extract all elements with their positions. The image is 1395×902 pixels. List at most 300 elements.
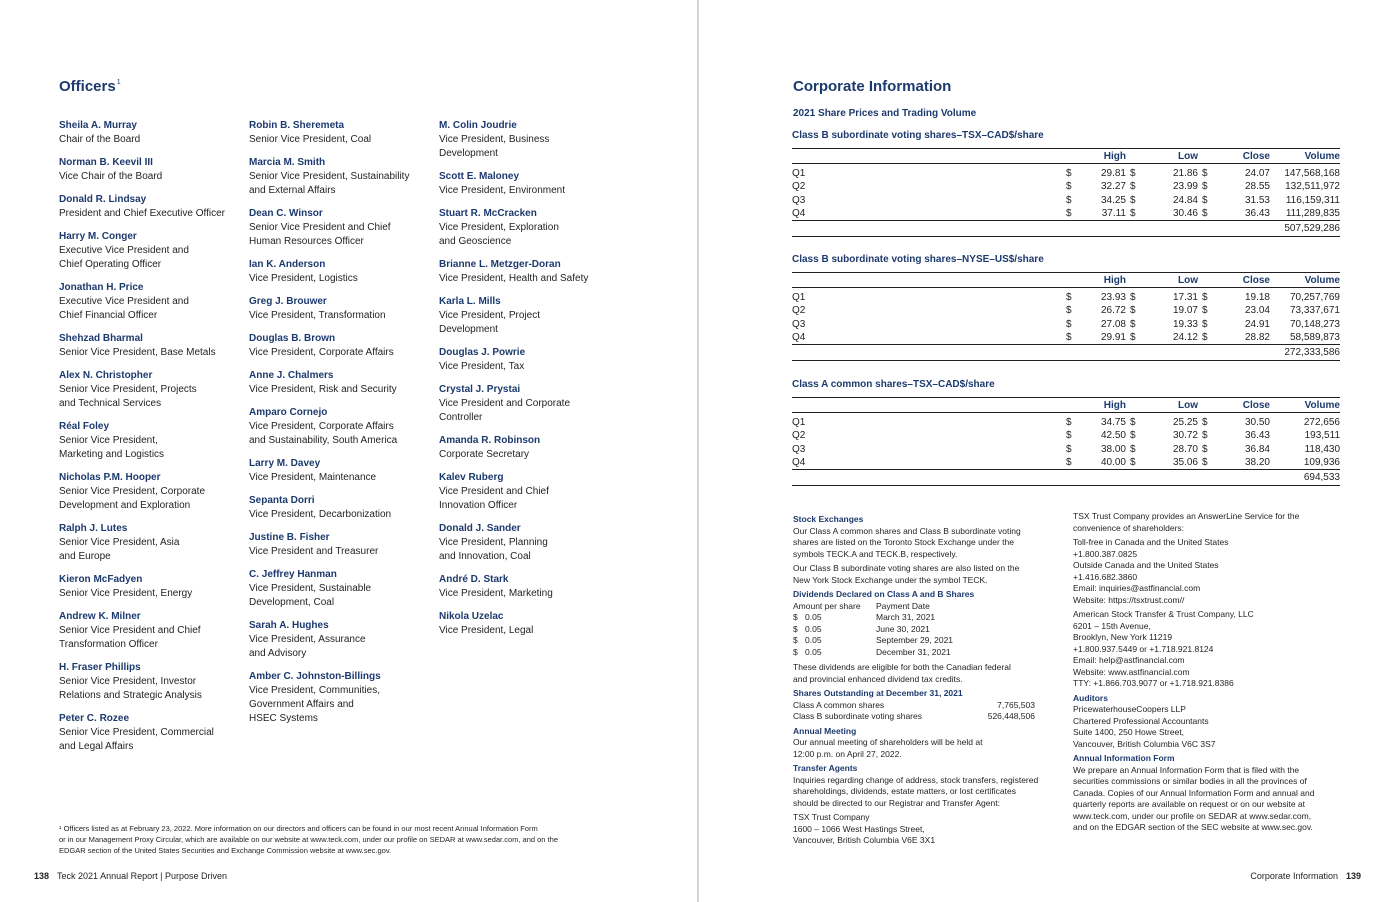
high-cell: 38.00 (1100, 443, 1126, 455)
currency-cell: $ (1066, 194, 1072, 206)
officer-entry (439, 434, 619, 462)
close-cell: 36.84 (1244, 443, 1270, 455)
officer-name: Greg J. Brouwer (249, 296, 327, 307)
officer-entry (249, 406, 429, 448)
officer-entry (439, 207, 619, 249)
total-volume-cell: 272,333,586 (1270, 345, 1340, 361)
officer-entry (249, 369, 429, 397)
officer-name: Sheila A. Murray (59, 120, 137, 131)
officer-title: Vice President, Maintenance (249, 472, 377, 483)
low-cell: 30.46 (1146, 207, 1198, 221)
dividend-amount: 0.05 (805, 612, 822, 622)
currency-cell: $ (1130, 430, 1136, 442)
currency-cell: $ (1202, 194, 1208, 206)
currency-cell: $ (1202, 430, 1208, 442)
officer-name: Jonathan H. Price (59, 282, 144, 293)
currency-cell: $ (1062, 456, 1074, 470)
volume-cell: 109,936 (1270, 456, 1340, 470)
dividend-currency: $ (793, 646, 798, 657)
table-row (792, 304, 1340, 318)
close-cell: 28.82 (1218, 331, 1270, 345)
officers-footnote: ¹ Officers listed as at February 23, 2022. More information on our directors and officers can be found in our most recent Annual Information Form or in our Management Proxy Circular, which are available on our website at www.teck.com, under our profile on SEDAR at www.sedar.com, and on the EDGAR section of the United States Securities and Exchange Commission website at www.sec.gov. (59, 824, 558, 855)
currency-cell: $ (1198, 207, 1218, 221)
currency-cell: $ (1066, 292, 1072, 303)
officer-name: Douglas B. Brown (249, 333, 336, 344)
table-heading: Class A common shares–TSX–CAD$/share (792, 379, 995, 390)
quarter-cell: Q2 (792, 305, 806, 317)
total-blank (792, 221, 1270, 237)
officer-name: Sepanta Dorri (249, 495, 315, 506)
currency-cell: $ (1130, 417, 1136, 428)
officer-title: Senior Vice President, Coal (249, 134, 372, 145)
header-high: High (1074, 149, 1126, 164)
table-row (792, 443, 1340, 457)
header-close: Close (1198, 149, 1270, 164)
header-blank (792, 149, 1062, 164)
officer-entry (249, 119, 429, 147)
dividend-currency: $ (793, 635, 798, 645)
dividends-rows (793, 612, 1053, 658)
answerline-p2: Toll-free in Canada and the United States +1.800.387.0825 Outside Canada and the United States +1.416.682.3860 Email: inquiries@astfinancial.com Website: https://tsxtrust.com// (1073, 537, 1229, 605)
transfer-agents-heading: Transfer Agents (793, 763, 858, 773)
officer-name: Ralph J. Lutes (59, 523, 128, 534)
officer-name: Justine B. Fisher (249, 532, 330, 543)
dividend-date: March 31, 2021 (876, 612, 936, 622)
close-cell: 38.20 (1218, 456, 1270, 470)
aif-text: We prepare an Annual Information Form that is filed with the securities commissions or similar bodies in all the provinces of Canada. Copies of our Annual Information Form and annual and quarterly reports are available on request or on our website at www.teck.com, under our profile on SEDAR at www.sedar.com, and on the EDGAR section of the SEC website at www.sec.gov. (1073, 764, 1315, 832)
officer-entry (59, 573, 239, 601)
currency-cell: $ (1202, 443, 1208, 455)
officer-title: Vice President, Planning and Innovation, Coal (439, 537, 548, 562)
officer-title: Vice President, Assurance and Advisory (249, 634, 366, 659)
table-header-row (792, 273, 1340, 288)
corporate-information-title: Corporate Information (793, 78, 952, 95)
officers-column-2 (249, 119, 429, 735)
annual-meeting-text: Our annual meeting of shareholders will be held at 12:00 p.m. on April 27, 2022. (793, 737, 983, 759)
volume-cell: 116,159,311 (1285, 194, 1340, 206)
currency-cell: $ (1066, 181, 1072, 193)
officer-entry (249, 332, 429, 360)
volume-cell: 272,656 (1303, 417, 1340, 428)
officer-title: Vice President, Communities, Government Affairs and HSEC Systems (249, 685, 380, 724)
aif-heading: Annual Information Form (1073, 753, 1175, 763)
officer-name: Crystal J. Prystai (439, 384, 521, 395)
officer-title: Senior Vice President, Base Metals (59, 347, 216, 358)
total-volume-cell: 694,533 (1270, 470, 1340, 486)
quarter-cell: Q3 (792, 318, 806, 330)
currency-cell: $ (1066, 430, 1072, 442)
share-table-1 (792, 130, 1340, 237)
right-footer (1250, 871, 1361, 881)
close-cell: 36.43 (1218, 207, 1270, 221)
high-cell: 34.25 (1100, 194, 1126, 206)
left-page-number: 138 (34, 871, 50, 881)
officer-title: Vice President and Corporate Controller (439, 398, 571, 423)
currency-cell: $ (1066, 318, 1072, 330)
officer-title: Senior Vice President and Chief Human Resources Officer (249, 222, 391, 247)
officer-name: Stuart R. McCracken (439, 208, 537, 219)
table-row (792, 194, 1340, 208)
header-blank (1062, 273, 1074, 288)
total-blank (792, 470, 1270, 486)
transfer-agents-p2: TSX Trust Company 1600 – 1066 West Hastings Street, Vancouver, British Columbia V6E 3X1 (793, 812, 936, 845)
answerline-p3: American Stock Transfer & Trust Company, LLC 6201 – 15th Avenue, Brooklyn, New York 11219 +1.800.937.5449 or +1.718.921.8124 Email: help@astfinancial.com Website: www.astfinancial.com TTY: +1.866.703.9077 or +1.718.921.8386 (1073, 609, 1254, 688)
officer-entry (59, 420, 239, 462)
table-heading: Class B subordinate voting shares–NYSE–US$/share (792, 254, 1044, 265)
table-row (792, 429, 1340, 443)
header-high: High (1074, 273, 1126, 288)
shares-value: 526,448,506 (987, 711, 1035, 721)
header-low: Low (1126, 273, 1198, 288)
shares-value: 7,765,503 (997, 699, 1035, 710)
header-blank (792, 273, 1062, 288)
high-cell: 27.08 (1100, 318, 1126, 330)
high-cell: 26.72 (1100, 305, 1126, 317)
officer-name: H. Fraser Phillips (59, 662, 141, 673)
high-cell: 37.11 (1074, 207, 1126, 221)
shares-outstanding-rows (793, 700, 1053, 723)
officer-name: Robin B. Sheremeta (249, 120, 345, 131)
officer-name: Ian K. Anderson (249, 259, 326, 270)
currency-cell: $ (1202, 417, 1208, 428)
officer-title: Senior Vice President and Chief Transformation Officer (59, 625, 201, 650)
officer-entry (439, 295, 619, 337)
officer-title: Vice President and Treasurer (249, 546, 379, 557)
share-price-table (792, 148, 1340, 237)
left-footer (34, 871, 227, 881)
officer-entry (249, 457, 429, 485)
share-price-table (792, 397, 1340, 486)
officer-entry (59, 471, 239, 513)
officer-title: Vice President and Chief Innovation Officer (439, 486, 549, 511)
officer-name: Sarah A. Hughes (249, 620, 329, 631)
high-cell: 29.91 (1074, 331, 1126, 345)
close-cell: 24.07 (1244, 168, 1270, 179)
officer-entry (249, 619, 429, 661)
officer-name: Donald R. Lindsay (59, 194, 147, 205)
officer-name: M. Colin Joudrie (439, 120, 517, 131)
currency-cell: $ (1202, 181, 1208, 193)
currency-cell: $ (1130, 443, 1136, 455)
officer-title: Vice Chair of the Board (59, 171, 163, 182)
officer-title: Senior Vice President, Corporate Development and Exploration (59, 486, 206, 511)
officer-title: Corporate Secretary (439, 449, 530, 460)
officer-title: Chair of the Board (59, 134, 141, 145)
table-row (792, 180, 1340, 194)
officer-title: Senior Vice President, Marketing and Logistics (59, 435, 165, 460)
officer-name: Réal Foley (59, 421, 110, 432)
shares-outstanding-heading: Shares Outstanding at December 31, 2021 (793, 688, 963, 698)
stock-exchanges-heading: Stock Exchanges (793, 514, 864, 524)
officer-title: Senior Vice President, Energy (59, 588, 193, 599)
volume-cell: 73,337,671 (1289, 305, 1340, 317)
officer-entry (59, 281, 239, 323)
currency-cell: $ (1126, 331, 1146, 345)
officer-entry (439, 573, 619, 601)
officer-name: Nicholas P.M. Hooper (59, 472, 161, 483)
high-cell: 23.93 (1100, 292, 1126, 303)
stock-exchanges-p2: Our Class B subordinate voting shares are also listed on the New York Stock Exchange under the symbol TECK. (793, 563, 1020, 585)
share-prices-subtitle: 2021 Share Prices and Trading Volume (793, 108, 977, 119)
table-total-row (792, 221, 1340, 237)
officer-entry (249, 156, 429, 198)
share-table-3 (792, 379, 1340, 486)
total-blank (792, 345, 1270, 361)
officer-entry (249, 531, 429, 559)
high-cell: 40.00 (1074, 456, 1126, 470)
officer-title: Senior Vice President, Sustainability and External Affairs (249, 171, 410, 196)
close-cell: 28.55 (1244, 181, 1270, 193)
officer-name: Kieron McFadyen (59, 574, 143, 585)
officer-name: Harry M. Conger (59, 231, 137, 242)
officer-title: Executive Vice President and Chief Financial Officer (59, 296, 189, 321)
quarter-cell: Q4 (792, 456, 1062, 470)
table-header-row (792, 398, 1340, 413)
officer-entry (59, 712, 239, 754)
officer-name: Amanda R. Robinson (439, 435, 541, 446)
officer-entry (59, 661, 239, 703)
officer-name: Dean C. Winsor (249, 208, 323, 219)
officer-entry (439, 258, 619, 286)
header-high: High (1074, 398, 1126, 413)
officer-name: Andrew K. Milner (59, 611, 141, 622)
transfer-agents-p1: Inquiries regarding change of address, stock transfers, registered shareholdings, dividends, estate matters, or lost certificates should be directed to our Registrar and Transfer Agent: (793, 774, 1039, 808)
officer-entry (439, 610, 619, 638)
quarter-cell: Q2 (792, 181, 806, 193)
officer-name: Norman B. Keevil III (59, 157, 153, 168)
footnote-marker: 1 (116, 79, 121, 86)
currency-cell: $ (1198, 331, 1218, 345)
currency-cell: $ (1066, 443, 1072, 455)
quarter-cell: Q3 (792, 194, 806, 206)
officer-title: Senior Vice President, Commercial and Legal Affairs (59, 727, 214, 752)
share-price-table (792, 272, 1340, 361)
header-volume: Volume (1270, 273, 1340, 288)
header-low: Low (1126, 149, 1198, 164)
volume-cell: 70,257,769 (1289, 292, 1340, 303)
table-heading: Class B subordinate voting shares–TSX–CAD$/share (792, 130, 1044, 141)
dividend-row (793, 624, 1053, 636)
close-cell: 31.53 (1244, 194, 1270, 206)
officer-name: Marcia M. Smith (249, 157, 326, 168)
officer-entry (439, 471, 619, 513)
shares-label: Class A common shares (793, 699, 885, 710)
officer-entry (59, 193, 239, 221)
right-page-number: 139 (1345, 871, 1361, 881)
currency-cell: $ (1066, 305, 1072, 317)
currency-cell: $ (1130, 194, 1136, 206)
dividend-row (793, 635, 1053, 647)
currency-cell: $ (1130, 318, 1136, 330)
officer-title: Vice President, Logistics (249, 273, 358, 284)
officer-name: Kalev Ruberg (439, 472, 504, 483)
officer-name: C. Jeffrey Hanman (249, 569, 337, 580)
total-volume-cell: 507,529,286 (1270, 221, 1340, 237)
table-row (792, 413, 1340, 430)
table-row (792, 456, 1340, 470)
officer-title: Vice President, Corporate Affairs (249, 347, 394, 358)
officer-entry (439, 346, 619, 374)
header-blank (792, 398, 1062, 413)
high-cell: 29.81 (1100, 168, 1126, 179)
dividend-amount: 0.05 (805, 635, 822, 645)
dividend-amount: 0.05 (805, 623, 822, 634)
officer-title: Vice President, Marketing (439, 588, 553, 599)
officer-name: Larry M. Davey (249, 458, 321, 469)
quarter-cell: Q3 (792, 443, 806, 455)
table-total-row (792, 470, 1340, 486)
officer-title: Vice President, Corporate Affairs and Sustainability, South America (249, 421, 398, 446)
table-total-row (792, 345, 1340, 361)
low-cell: 30.72 (1172, 430, 1198, 442)
officer-name: Scott E. Maloney (439, 171, 520, 182)
currency-cell: $ (1062, 331, 1074, 345)
officer-entry (249, 295, 429, 323)
dividend-currency: $ (793, 623, 798, 634)
officer-title: Vice President, Environment (439, 185, 565, 196)
currency-cell: $ (1126, 456, 1146, 470)
officer-name: Anne J. Chalmers (249, 370, 334, 381)
table-header-row (792, 149, 1340, 164)
volume-cell: 58,589,873 (1270, 331, 1340, 345)
officers-column-1 (59, 119, 239, 763)
low-cell: 24.84 (1172, 194, 1198, 206)
page-gutter (697, 0, 699, 902)
header-close: Close (1198, 273, 1270, 288)
high-cell: 34.75 (1100, 417, 1126, 428)
answerline-p1: TSX Trust Company provides an AnswerLine Service for the convenience of shareholders: (1073, 511, 1300, 533)
officer-entry (439, 522, 619, 564)
low-cell: 28.70 (1172, 443, 1198, 455)
header-volume: Volume (1270, 398, 1340, 413)
low-cell: 25.25 (1172, 417, 1198, 428)
officer-name: Alex N. Christopher (59, 370, 153, 381)
officer-entry (59, 332, 239, 360)
table-row (792, 288, 1340, 305)
auditors-heading: Auditors (1073, 692, 1108, 703)
header-blank (1062, 398, 1074, 413)
officer-title: Vice President, Exploration and Geoscience (439, 222, 559, 247)
officer-title: Executive Vice President and Chief Operating Officer (59, 245, 189, 270)
dividend-row (793, 612, 1053, 624)
dividend-date: December 31, 2021 (876, 646, 951, 657)
officer-entry (249, 207, 429, 249)
quarter-cell: Q4 (792, 207, 1062, 221)
dividend-date: June 30, 2021 (876, 623, 930, 634)
header-blank (1062, 149, 1074, 164)
volume-cell: 111,289,835 (1270, 207, 1340, 221)
dividend-amount: 0.05 (805, 646, 822, 657)
officer-title: Vice President, Business Development (439, 134, 550, 159)
officer-name: Brianne L. Metzger-Doran (439, 259, 561, 270)
currency-cell: $ (1202, 305, 1208, 317)
low-cell: 23.99 (1172, 181, 1198, 193)
officer-title: President and Chief Executive Officer (59, 208, 226, 219)
officer-entry (249, 568, 429, 610)
quarter-cell: Q4 (792, 331, 1062, 345)
dividends-date-header: Payment Date (876, 600, 930, 611)
currency-cell: $ (1066, 417, 1072, 428)
officer-name: Amber C. Johnston-Billings (249, 671, 381, 682)
shares-outstanding-row (793, 711, 1035, 723)
close-cell: 19.18 (1244, 292, 1270, 303)
officer-entry (59, 119, 239, 147)
left-footer-text: Teck 2021 Annual Report | Purpose Driven (57, 871, 227, 881)
volume-cell: 70,148,273 (1289, 318, 1340, 330)
officer-title: Vice President, Sustainable Development, Coal (249, 583, 372, 608)
officer-entry (59, 230, 239, 272)
high-cell: 42.50 (1100, 430, 1126, 442)
low-cell: 19.07 (1172, 305, 1198, 317)
dividend-currency: $ (793, 612, 798, 622)
low-cell: 24.12 (1146, 331, 1198, 345)
volume-cell: 132,511,972 (1285, 181, 1340, 193)
officers-title: Officers$^1$ (59, 78, 121, 95)
close-cell: 30.50 (1244, 417, 1270, 428)
officer-name: Nikola Uzelac (439, 611, 504, 622)
officer-name: André D. Stark (439, 574, 509, 585)
officer-name: Donald J. Sander (439, 523, 521, 534)
currency-cell: $ (1198, 456, 1218, 470)
currency-cell: $ (1202, 292, 1208, 303)
currency-cell: $ (1130, 168, 1136, 179)
annual-meeting-heading: Annual Meeting (793, 725, 857, 736)
header-low: Low (1126, 398, 1198, 413)
officer-title: Vice President, Tax (439, 361, 525, 372)
right-footer-text: Corporate Information (1250, 871, 1338, 881)
officer-title: Vice President, Risk and Security (249, 384, 397, 395)
dividends-heading: Dividends Declared on Class A and B Shares (793, 589, 975, 599)
share-table-2 (792, 254, 1340, 361)
officer-title: Senior Vice President, Asia and Europe (59, 537, 180, 562)
dividend-row (793, 647, 1053, 659)
table-row (792, 207, 1340, 221)
close-cell: 24.91 (1244, 318, 1270, 330)
table-row (792, 318, 1340, 332)
quarter-cell: Q1 (792, 417, 806, 428)
header-close: Close (1198, 398, 1270, 413)
dividends-header-row (793, 601, 1053, 613)
currency-cell: $ (1130, 305, 1136, 317)
officer-title: Vice President, Legal (439, 625, 534, 636)
dividend-date: September 29, 2021 (876, 635, 954, 645)
currency-cell: $ (1130, 292, 1136, 303)
quarter-cell: Q1 (792, 292, 806, 303)
shares-label: Class B subordinate voting shares (793, 711, 922, 721)
officer-entry (59, 522, 239, 564)
officer-title: Vice President, Transformation (249, 310, 386, 321)
officer-entry (439, 383, 619, 425)
officer-title: Vice President, Health and Safety (439, 273, 589, 284)
officer-entry (249, 494, 429, 522)
currency-cell: $ (1202, 318, 1208, 330)
quarter-cell: Q2 (792, 430, 806, 442)
officer-name: Douglas J. Powrie (439, 347, 526, 358)
low-cell: 17.31 (1172, 292, 1198, 303)
table-row (792, 164, 1340, 181)
auditors-text: PricewaterhouseCoopers LLP Chartered Professional Accountants Suite 1400, 250 Howe Street, Vancouver, British Columbia V6C 3S7 (1073, 704, 1216, 749)
info-left-column (793, 511, 1053, 850)
dividends-amount-header: Amount per share (793, 600, 861, 611)
officer-entry (439, 119, 619, 161)
currency-cell: $ (1202, 168, 1208, 179)
officer-entry (59, 156, 239, 184)
quarter-cell: Q1 (792, 168, 806, 179)
high-cell: 32.27 (1100, 181, 1126, 193)
officer-name: Shehzad Bharmal (59, 333, 143, 344)
currency-cell: $ (1126, 207, 1146, 221)
info-right-column (1073, 511, 1343, 837)
